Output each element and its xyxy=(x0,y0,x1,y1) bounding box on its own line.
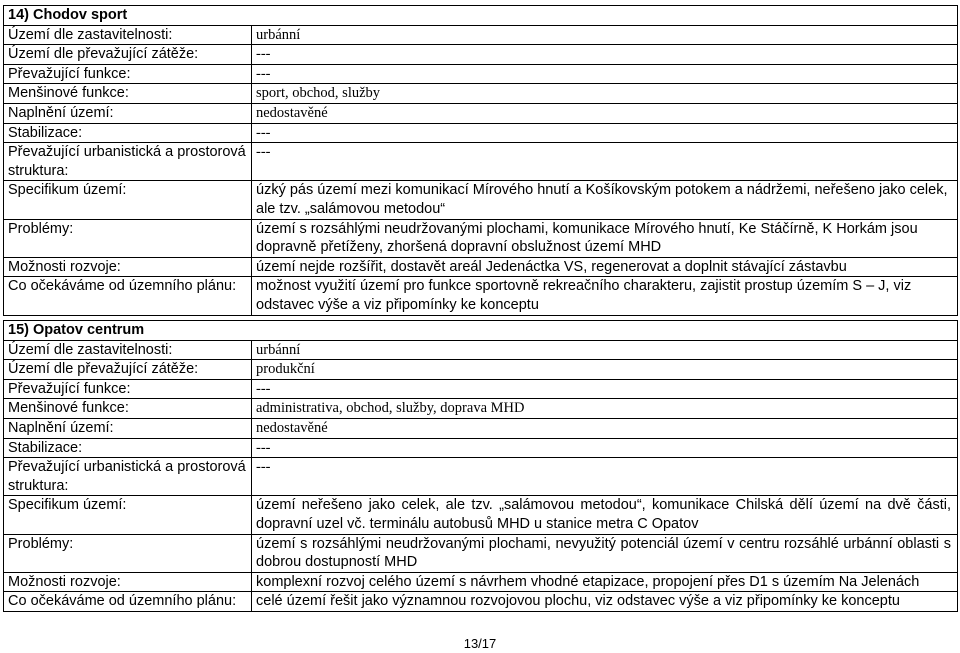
row-zastavitelnost xyxy=(4,340,958,360)
section-title: 14) Chodov sport xyxy=(4,6,958,26)
row-value: komplexní rozvoj celého území s návrhem vhodné etapizace, propojení přes D1 s územím Na Jelenách xyxy=(252,572,958,592)
row-label: Problémy: xyxy=(4,219,252,257)
section-title-row xyxy=(4,6,958,26)
row-label: Specifikum území: xyxy=(4,181,252,219)
row-label: Co očekáváme od územního plánu: xyxy=(4,277,252,315)
row-ocekavani xyxy=(4,592,958,612)
row-label: Problémy: xyxy=(4,534,252,572)
row-prevazujici-funkce xyxy=(4,379,958,399)
row-value: nedostavěné xyxy=(252,418,958,438)
row-value: --- xyxy=(252,458,958,496)
row-label: Možnosti rozvoje: xyxy=(4,257,252,277)
row-value: --- xyxy=(252,379,958,399)
section-14-table xyxy=(3,5,958,316)
row-label: Naplnění území: xyxy=(4,418,252,438)
row-label: Naplnění území: xyxy=(4,103,252,123)
row-value: nedostavěné xyxy=(252,103,958,123)
row-value: --- xyxy=(252,45,958,65)
row-value: sport, obchod, služby xyxy=(252,84,958,104)
row-label: Stabilizace: xyxy=(4,438,252,458)
row-moznosti-rozvoje xyxy=(4,572,958,592)
row-label: Menšinové funkce: xyxy=(4,84,252,104)
row-label: Převažující funkce: xyxy=(4,64,252,84)
row-specifikum xyxy=(4,496,958,534)
row-label: Menšinové funkce: xyxy=(4,399,252,419)
row-value: území s rozsáhlými neudržovanými plochami, nevyužitý potenciál území v centru rozsáhlé urbánní oblasti s dobrou dostupností MHD xyxy=(252,534,958,572)
row-value: možnost využití území pro funkce sportovně rekreačního charakteru, zajistit prostup územím S – J, viz odstavec výše a viz připomínky ke konceptu xyxy=(252,277,958,315)
row-label: Převažující urbanistická a prostorová struktura: xyxy=(4,458,252,496)
section-title: 15) Opatov centrum xyxy=(4,321,958,341)
row-problemy xyxy=(4,219,958,257)
row-value: urbánní xyxy=(252,340,958,360)
row-label: Co očekáváme od územního plánu: xyxy=(4,592,252,612)
row-label: Území dle převažující zátěže: xyxy=(4,45,252,65)
row-label: Převažující urbanistická a prostorová struktura: xyxy=(4,143,252,181)
section-15-table xyxy=(3,320,958,612)
row-zatez xyxy=(4,360,958,380)
row-value: --- xyxy=(252,64,958,84)
row-label: Převažující funkce: xyxy=(4,379,252,399)
row-value: produkční xyxy=(252,360,958,380)
row-naplneni xyxy=(4,103,958,123)
row-label: Území dle převažující zátěže: xyxy=(4,360,252,380)
row-value: celé území řešit jako významnou rozvojovou plochu, viz odstavec výše a viz připomínky ke konceptu xyxy=(252,592,958,612)
row-value: urbánní xyxy=(252,25,958,45)
row-mensinove-funkce xyxy=(4,84,958,104)
row-zatez xyxy=(4,45,958,65)
row-label: Území dle zastavitelnosti: xyxy=(4,340,252,360)
row-label: Území dle zastavitelnosti: xyxy=(4,25,252,45)
row-value: --- xyxy=(252,123,958,143)
row-zastavitelnost xyxy=(4,25,958,45)
row-mensinove-funkce xyxy=(4,399,958,419)
row-label: Možnosti rozvoje: xyxy=(4,572,252,592)
row-struktura xyxy=(4,458,958,496)
row-moznosti-rozvoje xyxy=(4,257,958,277)
row-label: Stabilizace: xyxy=(4,123,252,143)
row-value: území neřešeno jako celek, ale tzv. „salámovou metodou“, komunikace Chilská dělí území na dvě části, dopravní uzel vč. terminálu autobusů MHD u stanice metra C Opatov xyxy=(252,496,958,534)
row-ocekavani xyxy=(4,277,958,315)
row-value: --- xyxy=(252,143,958,181)
row-value: administrativa, obchod, služby, doprava MHD xyxy=(252,399,958,419)
row-problemy xyxy=(4,534,958,572)
row-value: území s rozsáhlými neudržovanými plochami, komunikace Mírového hnutí, Ke Stáčírně, K Horkám jsou dopravně přetíženy, zhoršená dopravní obslužnost území MHD xyxy=(252,219,958,257)
row-value: --- xyxy=(252,438,958,458)
row-naplneni xyxy=(4,418,958,438)
row-value: úzký pás území mezi komunikací Mírového hnutí a Košíkovským potokem a nádržemi, neřešeno jako celek, ale tzv. „salámovou metodou“ xyxy=(252,181,958,219)
row-stabilizace xyxy=(4,123,958,143)
row-stabilizace xyxy=(4,438,958,458)
row-value: území nejde rozšířit, dostavět areál Jedenáctka VS, regenerovat a doplnit stávající zástavbu xyxy=(252,257,958,277)
row-struktura xyxy=(4,143,958,181)
row-label: Specifikum území: xyxy=(4,496,252,534)
section-title-row xyxy=(4,321,958,341)
page-number: 13/17 xyxy=(463,636,497,651)
row-prevazujici-funkce xyxy=(4,64,958,84)
row-specifikum xyxy=(4,181,958,219)
